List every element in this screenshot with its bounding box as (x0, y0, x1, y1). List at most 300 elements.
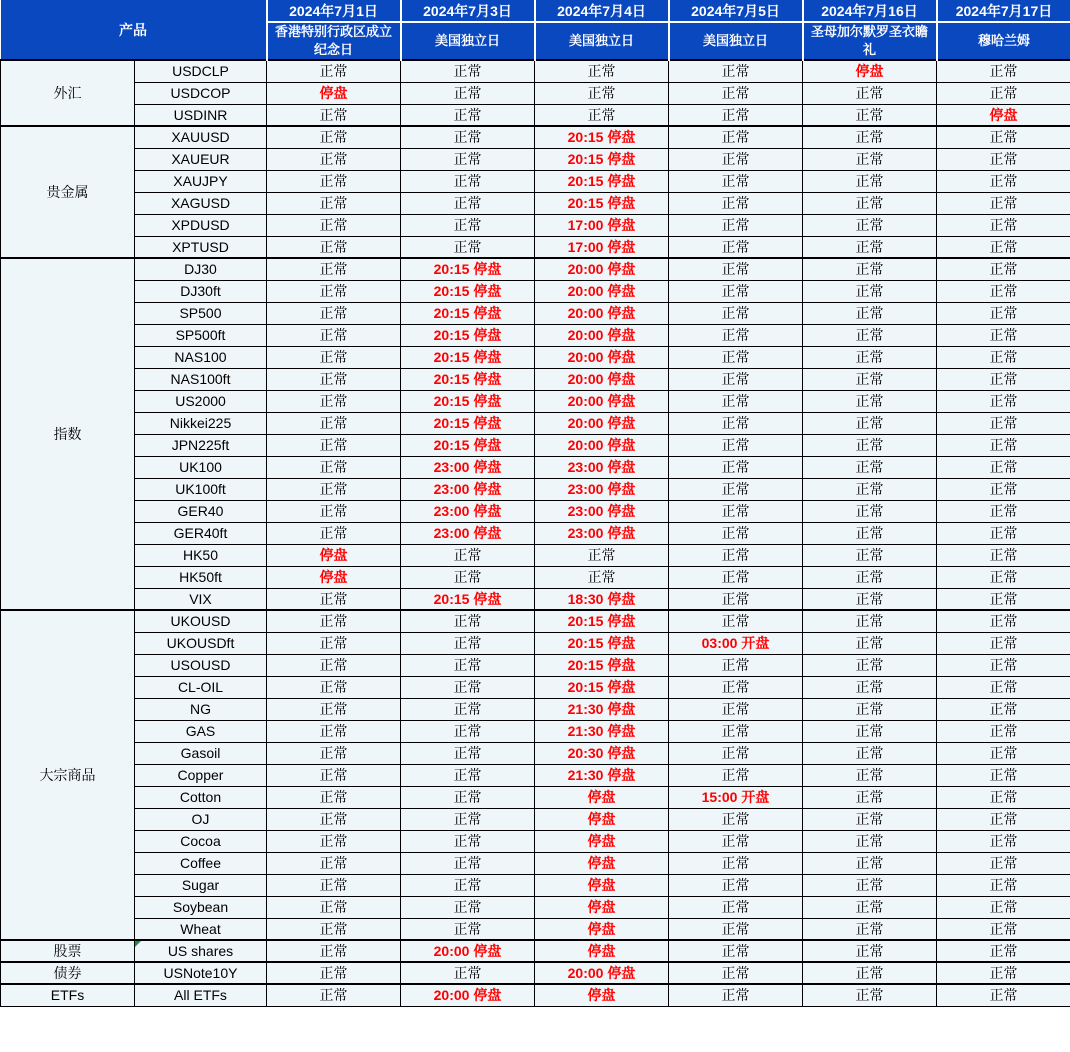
status-cell: 正常 (937, 214, 1070, 236)
status-cell: 正常 (803, 654, 937, 676)
status-cell: 正常 (267, 610, 401, 632)
status-cell: 正常 (803, 236, 937, 258)
status-cell: 正常 (669, 500, 803, 522)
product-cell: HK50ft (135, 566, 267, 588)
status-cell: 正常 (267, 676, 401, 698)
product-cell: NG (135, 698, 267, 720)
status-cell: 正常 (669, 148, 803, 170)
status-cell: 20:00 停盘 (401, 940, 535, 962)
status-cell: 正常 (803, 390, 937, 412)
status-cell: 正常 (669, 412, 803, 434)
status-cell: 20:15 停盘 (401, 434, 535, 456)
table-row (1, 566, 1070, 588)
status-cell: 正常 (937, 852, 1070, 874)
status-cell: 正常 (669, 918, 803, 940)
product-cell: XAUUSD (135, 126, 267, 148)
product-cell: GER40 (135, 500, 267, 522)
status-cell: 20:15 停盘 (535, 654, 669, 676)
status-cell: 正常 (401, 830, 535, 852)
status-cell: 正常 (267, 456, 401, 478)
status-cell: 正常 (267, 830, 401, 852)
table-row (1, 632, 1070, 654)
status-cell: 正常 (937, 588, 1070, 610)
status-cell: 正常 (267, 852, 401, 874)
status-cell: 正常 (937, 192, 1070, 214)
status-cell: 停盘 (937, 104, 1070, 126)
status-cell: 正常 (803, 170, 937, 192)
status-cell: 正常 (267, 126, 401, 148)
status-cell: 正常 (401, 764, 535, 786)
status-cell: 正常 (267, 918, 401, 940)
holiday-header: 穆哈兰姆 (937, 22, 1070, 60)
status-cell: 20:00 停盘 (535, 324, 669, 346)
status-cell: 正常 (937, 258, 1070, 280)
status-cell: 23:00 停盘 (535, 456, 669, 478)
product-cell: VIX (135, 588, 267, 610)
date-header: 2024年7月4日 (535, 0, 669, 22)
status-cell: 正常 (803, 874, 937, 896)
status-cell: 正常 (401, 918, 535, 940)
product-cell: HK50 (135, 544, 267, 566)
table-row (1, 698, 1070, 720)
status-cell: 正常 (803, 984, 937, 1006)
status-cell: 正常 (669, 874, 803, 896)
status-cell: 正常 (803, 544, 937, 566)
status-cell: 正常 (937, 698, 1070, 720)
status-cell: 正常 (669, 896, 803, 918)
status-cell: 正常 (669, 984, 803, 1006)
status-cell: 正常 (803, 324, 937, 346)
status-cell: 正常 (267, 258, 401, 280)
product-cell: XAGUSD (135, 192, 267, 214)
category-cell: 贵金属 (1, 126, 135, 258)
status-cell: 正常 (803, 588, 937, 610)
status-cell: 正常 (267, 874, 401, 896)
product-cell: XAUEUR (135, 148, 267, 170)
status-cell: 正常 (803, 302, 937, 324)
table-row (1, 390, 1070, 412)
status-cell: 正常 (669, 456, 803, 478)
status-cell: 正常 (267, 808, 401, 830)
status-cell: 正常 (669, 852, 803, 874)
status-cell: 20:00 停盘 (535, 412, 669, 434)
table-row (1, 764, 1070, 786)
table-row (1, 522, 1070, 544)
status-cell: 正常 (803, 258, 937, 280)
status-cell: 20:15 停盘 (535, 148, 669, 170)
status-cell: 20:15 停盘 (401, 368, 535, 390)
status-cell: 正常 (803, 830, 937, 852)
table-header (1, 0, 1070, 60)
status-cell: 正常 (267, 698, 401, 720)
status-cell: 正常 (267, 896, 401, 918)
status-cell: 正常 (401, 808, 535, 830)
status-cell: 正常 (401, 214, 535, 236)
table-row (1, 346, 1070, 368)
product-cell: USDCOP (135, 82, 267, 104)
status-cell: 20:15 停盘 (401, 324, 535, 346)
holiday-header: 圣母加尔默罗圣衣瞻礼 (803, 22, 937, 60)
status-cell: 正常 (669, 236, 803, 258)
product-cell: GAS (135, 720, 267, 742)
status-cell: 正常 (803, 940, 937, 962)
table-row (1, 478, 1070, 500)
status-cell: 正常 (535, 60, 669, 82)
table-row (1, 170, 1070, 192)
status-cell: 正常 (803, 764, 937, 786)
table-row (1, 258, 1070, 280)
status-cell: 正常 (669, 390, 803, 412)
product-cell: DJ30ft (135, 280, 267, 302)
product-cell: XAUJPY (135, 170, 267, 192)
category-cell: 大宗商品 (1, 610, 135, 940)
date-header: 2024年7月1日 (267, 0, 401, 22)
status-cell: 正常 (937, 346, 1070, 368)
status-cell: 23:00 停盘 (535, 500, 669, 522)
status-cell: 正常 (937, 632, 1070, 654)
table-row (1, 544, 1070, 566)
table-row (1, 984, 1070, 1006)
status-cell: 正常 (669, 830, 803, 852)
table-row (1, 610, 1070, 632)
status-cell: 正常 (267, 214, 401, 236)
status-cell: 正常 (803, 896, 937, 918)
status-cell: 23:00 停盘 (401, 522, 535, 544)
product-cell: US2000 (135, 390, 267, 412)
status-cell: 正常 (937, 742, 1070, 764)
status-cell: 正常 (401, 82, 535, 104)
product-cell: DJ30 (135, 258, 267, 280)
status-cell: 正常 (937, 456, 1070, 478)
status-cell: 停盘 (535, 984, 669, 1006)
status-cell: 21:30 停盘 (535, 764, 669, 786)
table-row (1, 676, 1070, 698)
status-cell: 正常 (669, 478, 803, 500)
table-row (1, 742, 1070, 764)
table-body (1, 60, 1070, 1006)
status-cell: 正常 (669, 368, 803, 390)
table-row (1, 434, 1070, 456)
status-cell: 正常 (669, 742, 803, 764)
status-cell: 正常 (803, 676, 937, 698)
table-row (1, 786, 1070, 808)
status-cell: 23:00 停盘 (401, 456, 535, 478)
status-cell: 正常 (937, 610, 1070, 632)
status-cell: 正常 (669, 940, 803, 962)
status-cell: 20:15 停盘 (401, 412, 535, 434)
category-cell: ETFs (1, 984, 135, 1006)
status-cell: 正常 (937, 82, 1070, 104)
product-cell: Wheat (135, 918, 267, 940)
status-cell: 正常 (401, 852, 535, 874)
status-cell: 17:00 停盘 (535, 236, 669, 258)
status-cell: 正常 (669, 698, 803, 720)
table-row (1, 456, 1070, 478)
status-cell: 正常 (267, 346, 401, 368)
status-cell: 正常 (803, 434, 937, 456)
status-cell: 20:15 停盘 (535, 126, 669, 148)
status-cell: 正常 (669, 126, 803, 148)
status-cell: 正常 (803, 82, 937, 104)
status-cell: 正常 (803, 148, 937, 170)
product-cell: Cocoa (135, 830, 267, 852)
status-cell: 正常 (937, 654, 1070, 676)
status-cell: 正常 (803, 610, 937, 632)
product-cell: Gasoil (135, 742, 267, 764)
status-cell: 正常 (803, 566, 937, 588)
status-cell: 正常 (937, 434, 1070, 456)
table-row (1, 588, 1070, 610)
status-cell: 正常 (669, 214, 803, 236)
status-cell: 03:00 开盘 (669, 632, 803, 654)
status-cell: 正常 (401, 544, 535, 566)
status-cell: 正常 (401, 60, 535, 82)
status-cell: 正常 (937, 412, 1070, 434)
status-cell: 正常 (803, 720, 937, 742)
status-cell: 正常 (267, 104, 401, 126)
status-cell: 正常 (669, 522, 803, 544)
status-cell: 正常 (401, 742, 535, 764)
status-cell: 正常 (267, 302, 401, 324)
product-cell: SP500 (135, 302, 267, 324)
status-cell: 正常 (267, 764, 401, 786)
status-cell: 停盘 (535, 896, 669, 918)
status-cell: 正常 (937, 940, 1070, 962)
table-row (1, 126, 1070, 148)
status-cell: 正常 (401, 654, 535, 676)
status-cell: 正常 (267, 236, 401, 258)
status-cell: 正常 (401, 786, 535, 808)
product-cell: XPDUSD (135, 214, 267, 236)
status-cell: 正常 (669, 60, 803, 82)
status-cell: 正常 (803, 918, 937, 940)
status-cell: 20:15 停盘 (401, 280, 535, 302)
table-row (1, 654, 1070, 676)
status-cell: 正常 (803, 500, 937, 522)
status-cell: 正常 (669, 104, 803, 126)
status-cell: 正常 (937, 984, 1070, 1006)
status-cell: 正常 (803, 456, 937, 478)
product-cell: UKOUSDft (135, 632, 267, 654)
category-cell: 股票 (1, 940, 135, 962)
table-row (1, 808, 1070, 830)
status-cell: 正常 (267, 940, 401, 962)
status-cell: 正常 (803, 742, 937, 764)
status-cell: 正常 (669, 764, 803, 786)
table-row (1, 302, 1070, 324)
category-cell: 指数 (1, 258, 135, 610)
table-row (1, 324, 1070, 346)
product-cell: USOUSD (135, 654, 267, 676)
table-row (1, 962, 1070, 984)
status-cell: 正常 (535, 544, 669, 566)
status-cell: 正常 (937, 500, 1070, 522)
table-row (1, 852, 1070, 874)
date-header: 2024年7月5日 (669, 0, 803, 22)
status-cell: 正常 (669, 610, 803, 632)
status-cell: 20:15 停盘 (535, 610, 669, 632)
status-cell: 正常 (267, 500, 401, 522)
status-cell: 正常 (267, 148, 401, 170)
status-cell: 正常 (803, 192, 937, 214)
status-cell: 20:00 停盘 (535, 368, 669, 390)
status-cell: 正常 (937, 676, 1070, 698)
status-cell: 正常 (937, 918, 1070, 940)
status-cell: 20:15 停盘 (401, 346, 535, 368)
table-row (1, 720, 1070, 742)
holiday-header: 香港特别行政区成立纪念日 (267, 22, 401, 60)
holiday-header: 美国独立日 (535, 22, 669, 60)
status-cell: 正常 (401, 698, 535, 720)
status-cell: 正常 (669, 280, 803, 302)
product-cell: Nikkei225 (135, 412, 267, 434)
product-cell: OJ (135, 808, 267, 830)
status-cell: 20:15 停盘 (535, 632, 669, 654)
category-cell: 外汇 (1, 60, 135, 126)
status-cell: 20:15 停盘 (401, 302, 535, 324)
status-cell: 正常 (803, 280, 937, 302)
status-cell: 正常 (669, 302, 803, 324)
status-cell: 正常 (937, 170, 1070, 192)
status-cell: 正常 (669, 654, 803, 676)
status-cell: 正常 (401, 170, 535, 192)
status-cell: 正常 (937, 148, 1070, 170)
status-cell: 正常 (937, 566, 1070, 588)
date-header: 2024年7月16日 (803, 0, 937, 22)
status-cell: 20:00 停盘 (535, 280, 669, 302)
status-cell: 停盘 (535, 918, 669, 940)
status-cell: 正常 (401, 148, 535, 170)
product-cell: UKOUSD (135, 610, 267, 632)
status-cell: 正常 (669, 808, 803, 830)
status-cell: 正常 (401, 566, 535, 588)
status-cell: 正常 (267, 632, 401, 654)
status-cell: 正常 (937, 390, 1070, 412)
status-cell: 正常 (669, 434, 803, 456)
status-cell: 正常 (803, 214, 937, 236)
status-cell: 正常 (803, 632, 937, 654)
product-cell: Soybean (135, 896, 267, 918)
table-row (1, 148, 1070, 170)
status-cell: 正常 (267, 984, 401, 1006)
status-cell: 正常 (669, 258, 803, 280)
table-row (1, 500, 1070, 522)
status-cell: 23:00 停盘 (401, 500, 535, 522)
product-cell: USDCLP (135, 60, 267, 82)
product-cell: All ETFs (135, 984, 267, 1006)
status-cell: 正常 (669, 82, 803, 104)
status-cell: 17:00 停盘 (535, 214, 669, 236)
status-cell: 停盘 (535, 830, 669, 852)
status-cell: 正常 (937, 478, 1070, 500)
status-cell: 停盘 (535, 940, 669, 962)
status-cell: 正常 (803, 962, 937, 984)
status-cell: 20:15 停盘 (535, 170, 669, 192)
status-cell: 正常 (267, 588, 401, 610)
status-cell: 正常 (937, 544, 1070, 566)
table-row (1, 940, 1070, 962)
status-cell: 18:30 停盘 (535, 588, 669, 610)
product-cell: GER40ft (135, 522, 267, 544)
product-cell: US shares (135, 940, 267, 962)
table-row (1, 874, 1070, 896)
status-cell: 正常 (401, 126, 535, 148)
table-row (1, 830, 1070, 852)
status-cell: 正常 (267, 170, 401, 192)
status-cell: 正常 (669, 720, 803, 742)
status-cell: 正常 (401, 192, 535, 214)
status-cell: 20:00 停盘 (401, 984, 535, 1006)
comment-marker-icon (135, 941, 141, 947)
status-cell: 正常 (937, 60, 1070, 82)
status-cell: 正常 (401, 874, 535, 896)
status-cell: 正常 (267, 742, 401, 764)
status-cell: 正常 (535, 104, 669, 126)
product-cell: USDINR (135, 104, 267, 126)
status-cell: 正常 (267, 324, 401, 346)
status-cell: 正常 (267, 390, 401, 412)
status-cell: 正常 (803, 478, 937, 500)
status-cell: 正常 (267, 280, 401, 302)
status-cell: 正常 (535, 82, 669, 104)
status-cell: 正常 (803, 522, 937, 544)
status-cell: 正常 (267, 60, 401, 82)
date-header: 2024年7月3日 (401, 0, 535, 22)
product-cell: NAS100ft (135, 368, 267, 390)
table-row (1, 412, 1070, 434)
status-cell: 21:30 停盘 (535, 720, 669, 742)
product-column-header: 产品 (1, 0, 267, 60)
status-cell: 正常 (937, 302, 1070, 324)
status-cell: 20:00 停盘 (535, 346, 669, 368)
status-cell: 正常 (401, 676, 535, 698)
table-row (1, 918, 1070, 940)
status-cell: 正常 (401, 896, 535, 918)
product-cell: Copper (135, 764, 267, 786)
product-cell: Sugar (135, 874, 267, 896)
product-cell: Coffee (135, 852, 267, 874)
status-cell: 正常 (267, 368, 401, 390)
status-cell: 23:00 停盘 (401, 478, 535, 500)
table-row (1, 896, 1070, 918)
status-cell: 停盘 (535, 808, 669, 830)
status-cell: 正常 (937, 126, 1070, 148)
status-cell: 正常 (267, 434, 401, 456)
status-cell: 正常 (267, 962, 401, 984)
status-cell: 正常 (937, 962, 1070, 984)
table-row (1, 214, 1070, 236)
holiday-header: 美国独立日 (669, 22, 803, 60)
status-cell: 20:15 停盘 (535, 192, 669, 214)
status-cell: 停盘 (535, 786, 669, 808)
status-cell: 20:00 停盘 (535, 390, 669, 412)
status-cell: 正常 (267, 522, 401, 544)
status-cell: 正常 (267, 478, 401, 500)
product-cell: UK100 (135, 456, 267, 478)
status-cell: 正常 (267, 720, 401, 742)
status-cell: 23:00 停盘 (535, 478, 669, 500)
product-cell: UK100ft (135, 478, 267, 500)
status-cell: 正常 (937, 522, 1070, 544)
status-cell: 20:15 停盘 (401, 588, 535, 610)
date-header: 2024年7月17日 (937, 0, 1070, 22)
status-cell: 正常 (267, 786, 401, 808)
product-cell: NAS100 (135, 346, 267, 368)
status-cell: 20:00 停盘 (535, 258, 669, 280)
status-cell: 正常 (803, 852, 937, 874)
status-cell: 正常 (803, 808, 937, 830)
status-cell: 正常 (669, 192, 803, 214)
